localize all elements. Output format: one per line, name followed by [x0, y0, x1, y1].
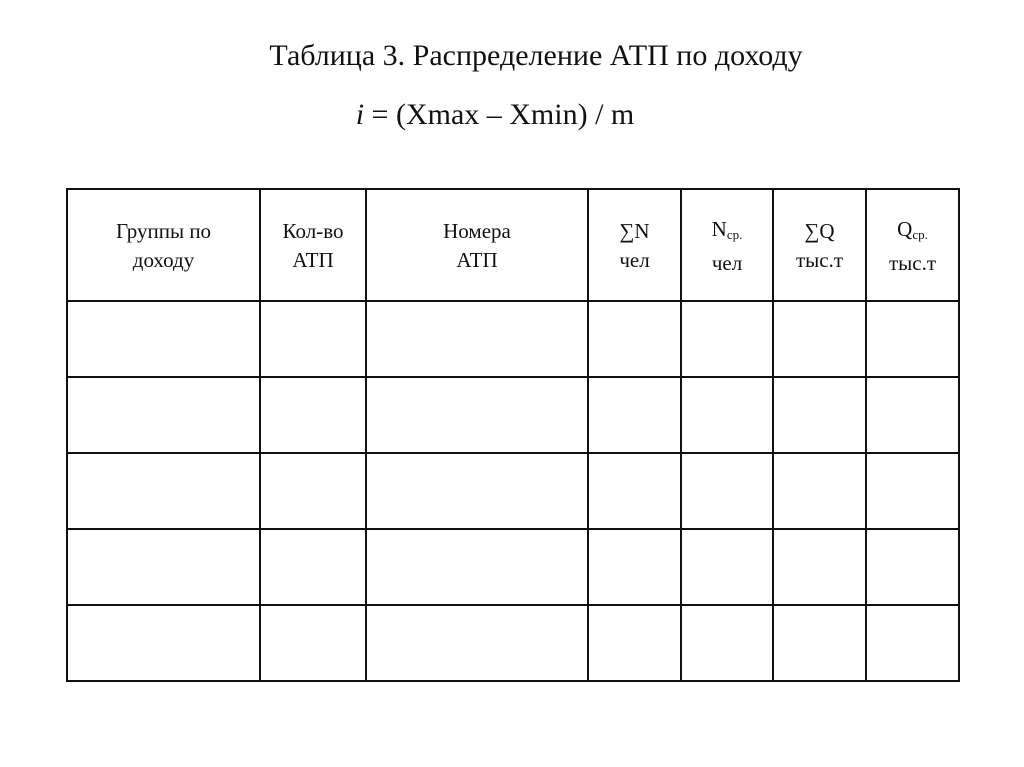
header-line: ∑N — [619, 219, 650, 243]
header-line: доходу — [132, 248, 195, 272]
formula-expression: = (Xmax – Xmin) / m — [371, 98, 635, 131]
table-cell — [681, 605, 773, 681]
header-line: АТП — [456, 248, 498, 272]
header-subscript: ср. — [912, 226, 928, 242]
table-cell — [366, 453, 588, 529]
table-cell — [681, 453, 773, 529]
table-cell — [260, 301, 366, 377]
table-cell — [866, 301, 959, 377]
table-cell — [866, 377, 959, 453]
header-line — [867, 215, 958, 249]
income-distribution-table — [66, 188, 960, 682]
table-cell — [588, 377, 681, 453]
table-row — [67, 605, 959, 681]
header-line: тыс.т — [888, 250, 937, 275]
header-income-groups — [67, 189, 260, 301]
header-line: тыс.т — [795, 248, 844, 272]
table-cell — [260, 453, 366, 529]
header-symbol: N — [711, 216, 727, 241]
table-cell — [773, 301, 866, 377]
header-symbol: Q — [897, 216, 913, 241]
page-title: Таблица 3. Распределение АТП по доходу — [269, 39, 803, 72]
table-cell — [866, 529, 959, 605]
header-line: Номера — [443, 219, 511, 243]
table-cell — [588, 605, 681, 681]
table-cell — [681, 529, 773, 605]
header-line: АТП — [292, 248, 334, 272]
table-row — [67, 529, 959, 605]
table-cell — [681, 377, 773, 453]
table-cell — [366, 377, 588, 453]
table-row — [67, 301, 959, 377]
table-cell — [588, 453, 681, 529]
table-row — [67, 453, 959, 529]
table-cell — [773, 605, 866, 681]
table-cell — [260, 605, 366, 681]
table-header-row — [67, 189, 959, 301]
table-cell — [67, 605, 260, 681]
header-line: ∑Q — [804, 219, 835, 243]
header-atp-count — [260, 189, 366, 301]
table-cell — [866, 605, 959, 681]
header-line: чел — [711, 250, 743, 275]
header-line: чел — [619, 248, 650, 272]
header-sum-n — [588, 189, 681, 301]
table-cell — [366, 301, 588, 377]
table-cell — [67, 301, 260, 377]
header-line — [682, 215, 772, 249]
table-cell — [67, 377, 260, 453]
table-cell — [366, 605, 588, 681]
header-line: Кол-во — [282, 219, 344, 243]
table-row — [67, 377, 959, 453]
header-n-avg — [681, 189, 773, 301]
header-q-avg — [866, 189, 959, 301]
table-cell — [773, 377, 866, 453]
table-cell — [67, 453, 260, 529]
table-cell — [773, 453, 866, 529]
table-cell — [260, 377, 366, 453]
table-cell — [588, 301, 681, 377]
table-cell — [866, 453, 959, 529]
table-cell — [366, 529, 588, 605]
table-cell — [588, 529, 681, 605]
header-sum-q — [773, 189, 866, 301]
header-subscript: ср. — [726, 226, 743, 242]
formula-variable: i — [355, 98, 365, 131]
header-line: Группы по — [115, 219, 212, 243]
table-cell — [67, 529, 260, 605]
table-cell — [260, 529, 366, 605]
table-cell — [681, 301, 773, 377]
header-atp-numbers — [366, 189, 588, 301]
table-cell — [773, 529, 866, 605]
interval-formula — [0, 97, 990, 133]
